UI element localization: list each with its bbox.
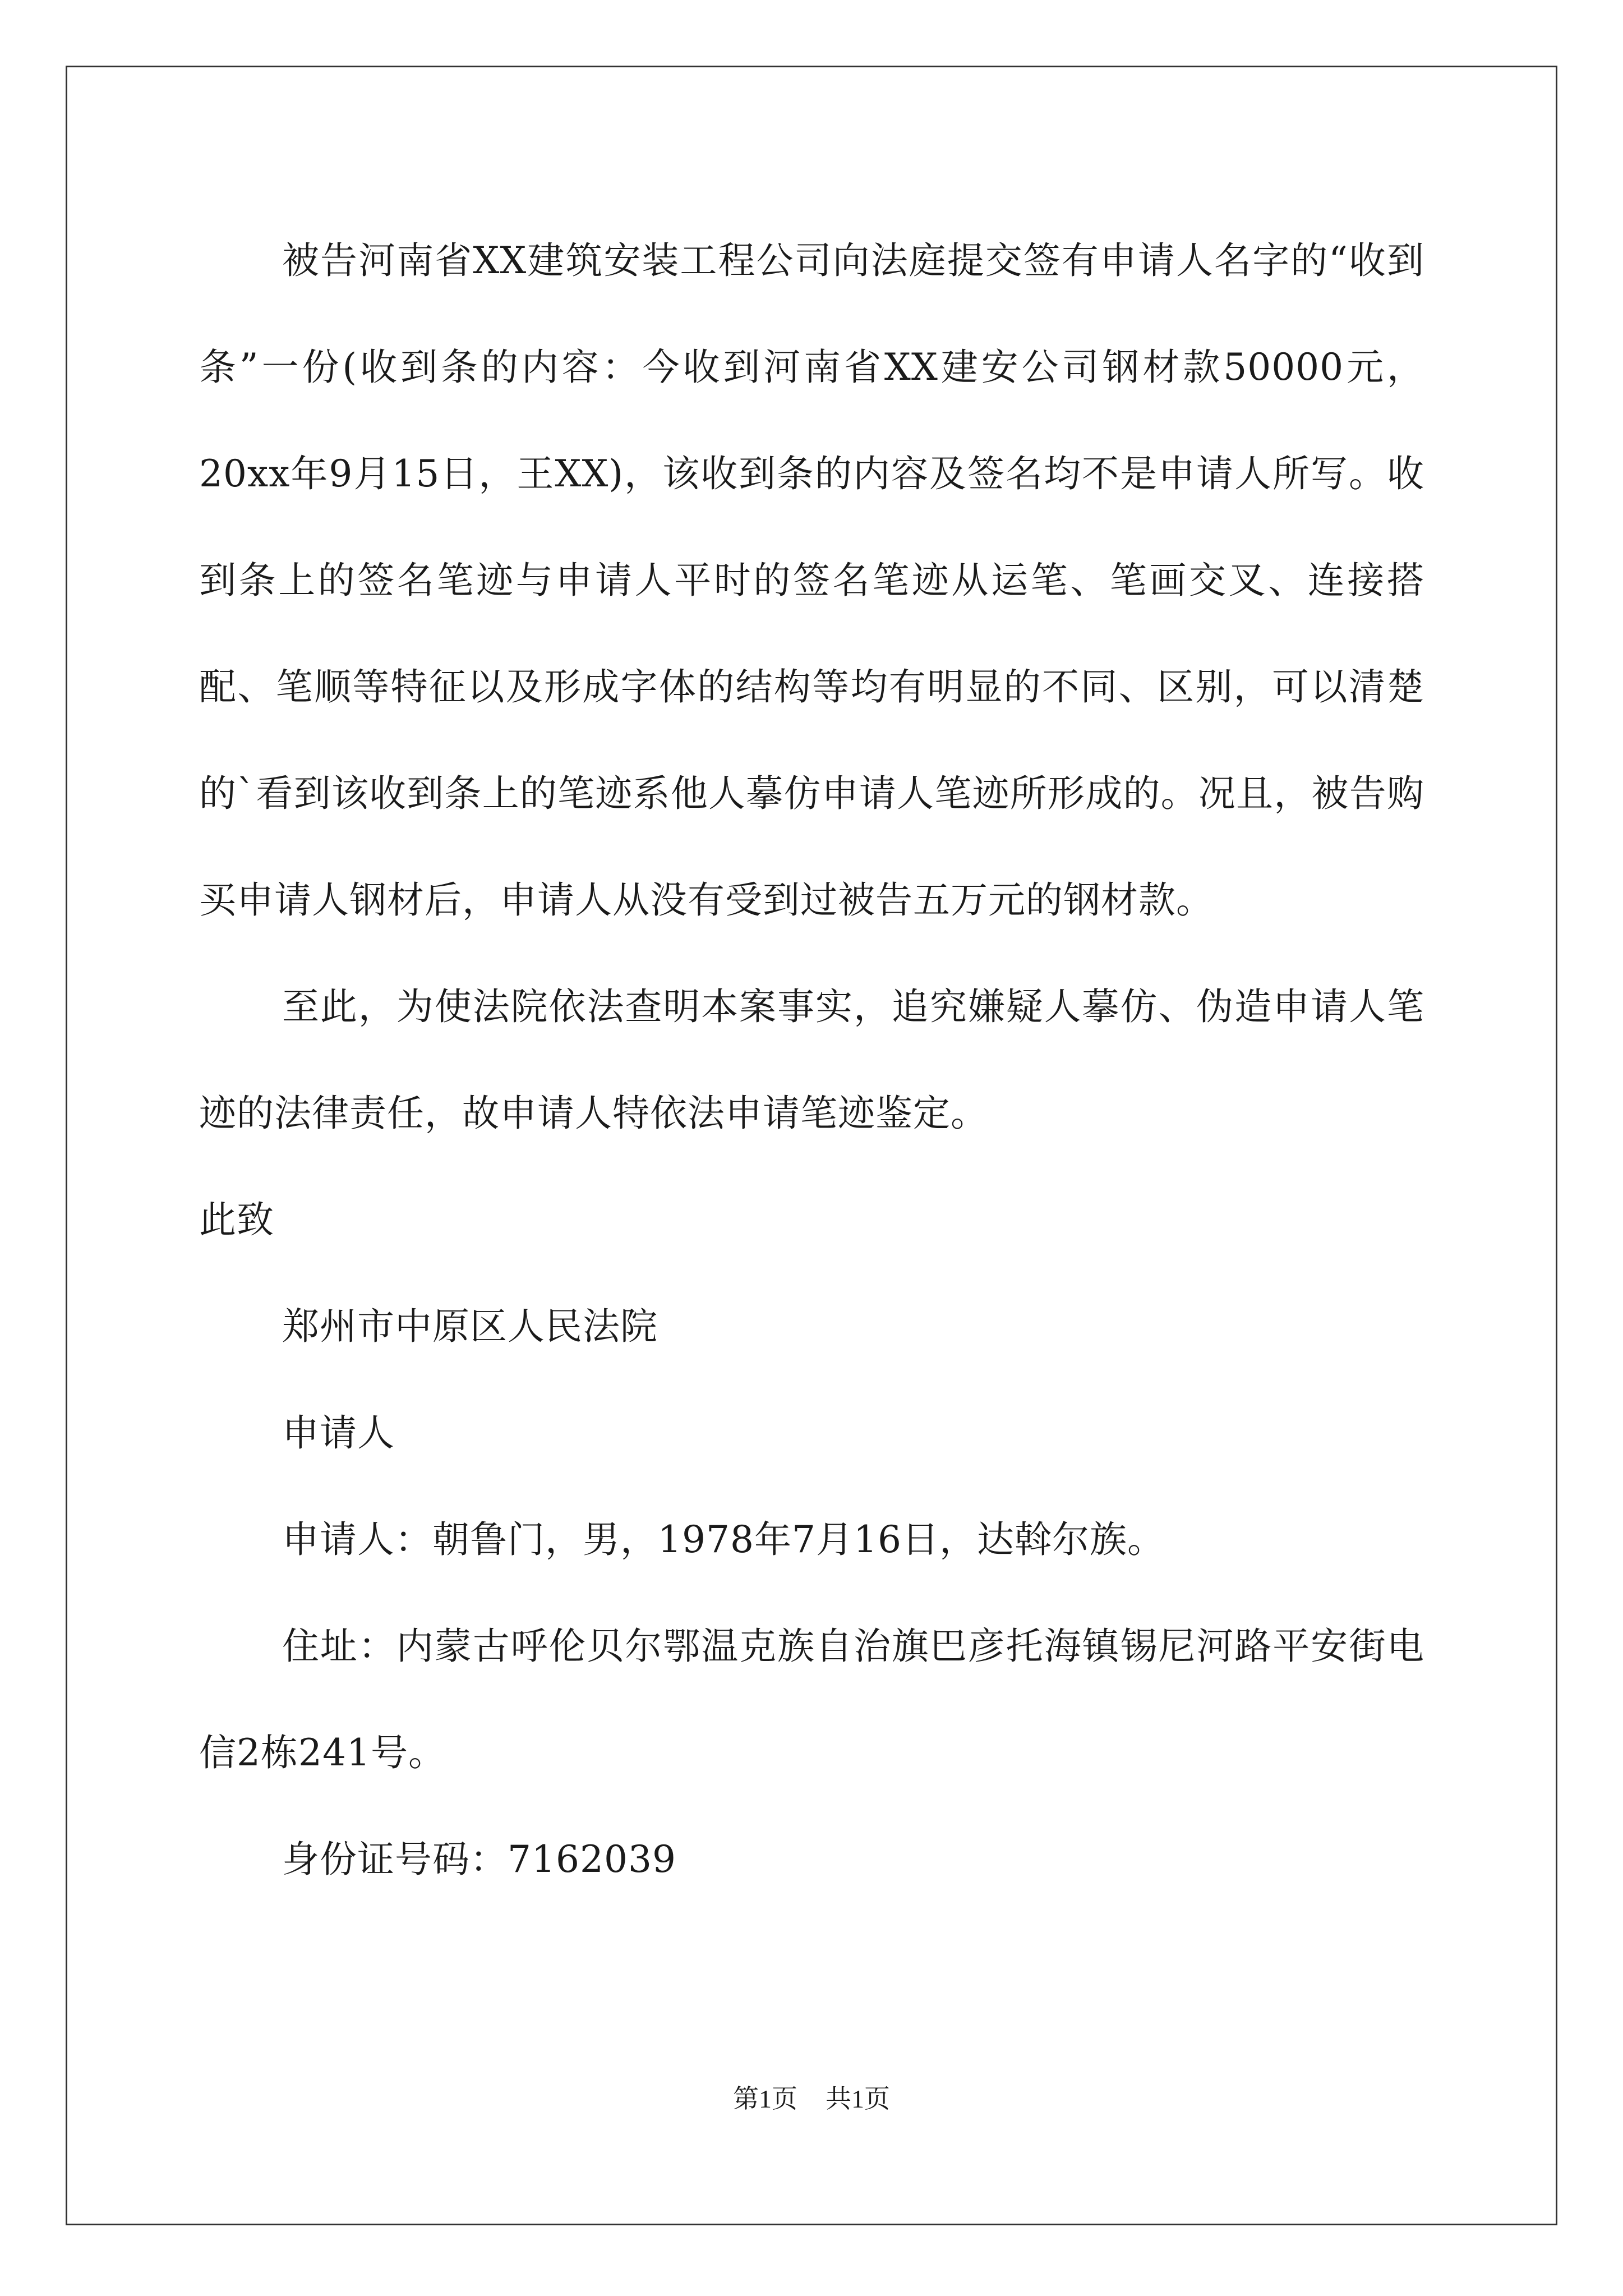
applicant-id-number: 身份证号码：7162039 [282, 1838, 676, 1881]
paragraph-receipt-dispute: 被告河南省XX建筑安装工程公司向法庭提交签有申请人名字的“收到条”一份(收到条的内容：今收到河南省XX建安公司钢材款50000元，20xx年9月15日，王XX)，该收到条的内容及签名均不是申请人所写。收到条上的签名笔迹与申请人平时的签名笔迹从运笔、笔画交叉、连接搭配、笔顺等特征以及形成字体的结构等均有明显的不同、区别，可以清楚的`看到该收到条上的笔迹系他人摹仿申请人笔迹所形成的。况且，被告购买申请人钢材后，申请人从没有受到过被告五万元的钢材款。 [199, 239, 1424, 922]
page-total: 共1页 [826, 2085, 890, 2113]
applicant-info: 申请人：朝鲁门，男，1978年7月16日，达斡尔族。 [282, 1518, 1165, 1561]
document-body [199, 208, 1424, 1913]
salutation: 此致 [199, 1198, 274, 1241]
page-current: 第1页 [733, 2085, 797, 2113]
paragraph-request: 至此，为使法院依法查明本案事实，追究嫌疑人摹仿、伪造申请人笔迹的法律责任，故申请人特依法申请笔迹鉴定。 [199, 985, 1424, 1135]
applicant-heading: 申请人 [282, 1411, 395, 1455]
applicant-address: 住址：内蒙古呼伦贝尔鄂温克族自治旗巴彦托海镇锡尼河路平安街电信2栋241号。 [199, 1625, 1424, 1774]
page-footer [0, 2078, 1623, 2115]
court-name: 郑州市中原区人民法院 [282, 1305, 658, 1348]
